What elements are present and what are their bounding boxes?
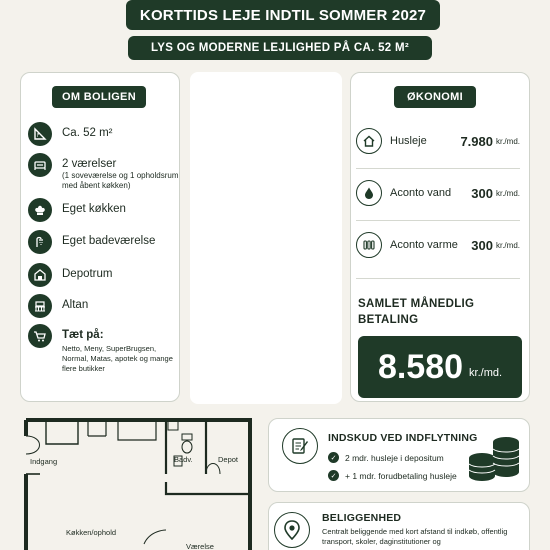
rent-label: Husleje <box>390 135 427 147</box>
document-icon <box>290 436 310 456</box>
deposit-line <box>328 470 457 481</box>
feature-label: Tæt på: <box>62 329 104 341</box>
document-icon-badge <box>282 428 318 464</box>
water-value: 300 <box>471 185 493 201</box>
feature-label: Eget køkken <box>62 203 126 215</box>
heating-value: 300 <box>471 237 493 253</box>
shower-icon <box>28 230 52 254</box>
balcony-icon <box>28 294 52 318</box>
rent-row <box>356 120 520 162</box>
feature-note: (1 soveværelse og 1 opholdsrum med åbent køkken) <box>62 171 179 190</box>
radiator-icon <box>356 232 382 258</box>
bed-icon <box>28 153 52 177</box>
water-label: Aconto vand <box>390 187 452 199</box>
house-icon <box>247 103 285 137</box>
total-box <box>358 336 522 398</box>
living-room-illustration <box>200 324 332 396</box>
divider <box>356 220 520 221</box>
heating-label: Aconto varme <box>390 239 458 251</box>
water-row <box>356 172 520 214</box>
house-emblem <box>232 86 300 154</box>
feature-label: 2 værelser <box>62 158 117 170</box>
plant-icon <box>205 336 221 394</box>
furnished-text: Lejligheden er fuldt møbleret og klar til indflytning. <box>192 184 340 211</box>
chef-hat-icon <box>28 198 52 222</box>
deposit-line-text: 2 mdr. husleje i depositum <box>345 452 444 463</box>
feature-storage <box>28 263 113 287</box>
location-pin-icon <box>283 520 301 540</box>
feature-label: Eget badeværelse <box>62 235 156 247</box>
subheadline: LYS OG MODERNE LEJLIGHED PÅ CA. 52 M² <box>128 36 432 60</box>
deposit-line <box>328 452 444 463</box>
floor-plan <box>18 412 256 550</box>
water-drop-icon <box>356 180 382 206</box>
heating-unit: kr./md. <box>495 240 520 250</box>
divider <box>356 168 520 169</box>
feature-bathroom <box>28 230 155 254</box>
feature-balcony <box>28 294 88 318</box>
divider <box>356 278 520 279</box>
water-unit: kr./md. <box>495 188 520 198</box>
location-text: Centralt beliggende med kort afstand til indkøb, offentlig transport, skoler, daginstitutioner og <box>322 527 508 546</box>
coins-icon <box>466 430 522 482</box>
location-icon-badge <box>274 512 310 548</box>
sofa-icon <box>232 358 300 394</box>
total-value: 8.580 <box>377 347 464 386</box>
heating-row <box>356 224 520 266</box>
rent-value: 7.980 <box>460 133 493 149</box>
feature-label: Depotrum <box>62 268 113 280</box>
check-icon: ✓ <box>328 452 339 463</box>
house-icon <box>356 128 382 154</box>
feature-nearby <box>28 324 178 374</box>
plan-label-room: Værelse <box>186 542 214 550</box>
plan-label-storage: Depot <box>218 455 239 464</box>
plan-label-entrance: Indgang <box>30 457 58 466</box>
plan-label-bath: Badv. <box>174 455 193 464</box>
headline: KORTTIDS LEJE INDTIL SOMMER 2027 <box>126 0 440 30</box>
location-heading: BELIGGENHED <box>322 512 402 524</box>
cart-icon <box>28 324 52 348</box>
target-tenant-text: Perfekt til en enlig, et par eller en person med midlertidigt arbejde eller studie. <box>196 253 336 295</box>
feature-size <box>28 122 113 146</box>
feature-label: Altan <box>62 299 89 311</box>
economy-heading: ØKONOMI <box>394 86 476 108</box>
about-heading: OM BOLIGEN <box>52 86 146 108</box>
feature-label: Ca. 52 m² <box>62 127 113 139</box>
feature-kitchen <box>28 198 126 222</box>
deposit-line-text: + 1 mdr. forudbetaling husleje <box>345 470 457 481</box>
deposit-heading: INDSKUD VED INDFLYTNING <box>328 432 478 444</box>
total-unit: kr./md. <box>469 367 503 379</box>
toilet-icon <box>182 434 192 453</box>
plan-label-kitchen: Køkken/ophold <box>66 528 117 537</box>
storage-icon <box>28 263 52 287</box>
floor-lamp-icon <box>302 326 328 394</box>
feature-note: Netto, Meny, SuperBrugsen, Normal, Matas, apotek og mange flere butikker <box>62 344 173 373</box>
ruler-icon <box>28 122 52 146</box>
rent-unit: kr./md. <box>495 136 520 146</box>
divider <box>248 235 282 236</box>
check-icon: ✓ <box>328 470 339 481</box>
feature-rooms <box>28 153 182 191</box>
total-label: SAMLET MÅNEDLIG BETALING <box>358 298 475 326</box>
